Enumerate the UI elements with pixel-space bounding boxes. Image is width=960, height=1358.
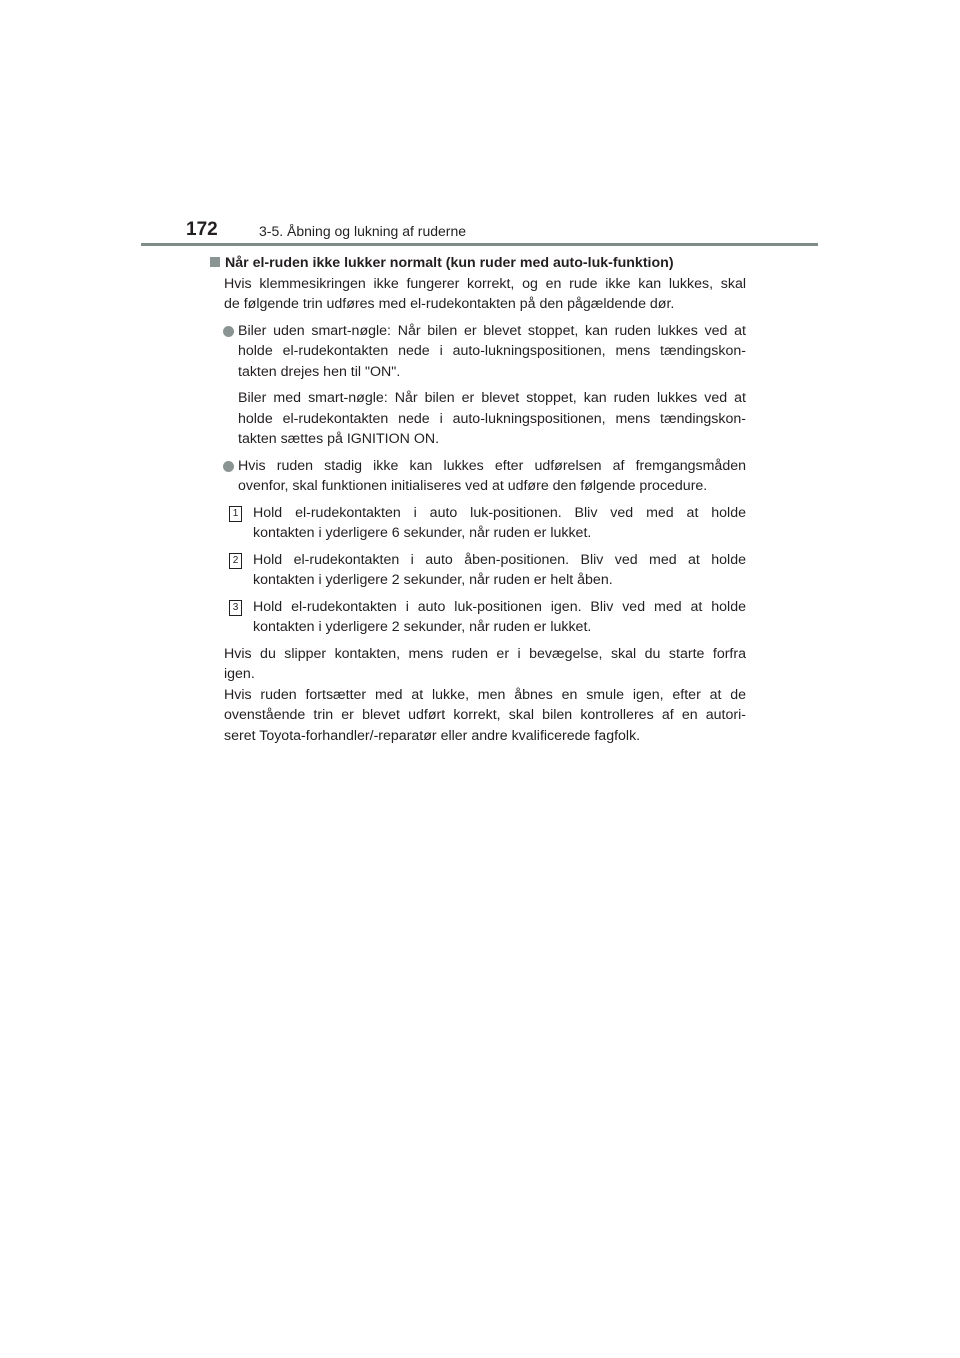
intro-paragraph <box>224 274 746 315</box>
text-line: Hold el-rudekontakten i auto åben-positionen. Bliv ved med at holde <box>253 551 746 568</box>
text-line: takten drejes hen til "ON". <box>238 363 401 380</box>
text-line: Hold el-rudekontakten i auto luk-positionen igen. Bliv ved med at holde <box>253 598 746 615</box>
square-bullet-icon <box>210 257 220 267</box>
text-line: seret Toyota-forhandler/-reparatør eller andre kvalificerede fagfolk. <box>224 727 641 744</box>
text-line: Hold el-rudekontakten i auto luk-positionen. Bliv ved med at holde <box>253 504 746 521</box>
section-title: 3-5. Åbning og lukning af ruderne <box>259 223 467 239</box>
section-heading <box>210 253 746 274</box>
text-line: Biler uden smart-nøgle: Når bilen er blevet stoppet, kan ruden lukkes ved at <box>238 322 746 339</box>
text-line: Hvis ruden fortsætter med at lukke, men åbnes en smule igen, efter at de <box>224 686 746 703</box>
text-line: holde el-rudekontakten nede i auto-lukningspositionen, mens tændingskon- <box>238 410 746 427</box>
bullet-item <box>238 456 746 497</box>
bullet-item <box>238 321 746 383</box>
text-line: ovenfor, skal funktionen initialiseres ved at udføre den følgende procedure. <box>238 478 708 494</box>
text-line: takten sættes på IGNITION ON. <box>238 431 440 447</box>
step-number-box: 2 <box>229 553 242 569</box>
closing-paragraph <box>224 644 746 747</box>
round-bullet-icon <box>223 461 234 472</box>
procedure-step <box>232 597 746 638</box>
step-number-box: 1 <box>229 506 242 522</box>
procedure-step <box>232 503 746 544</box>
text-line: kontakten i yderligere 6 sekunder, når ruden er lukket. <box>253 525 592 541</box>
text-line: holde el-rudekontakten nede i auto-lukningspositionen, mens tændingskon- <box>238 343 746 359</box>
section-heading-text: Når el-ruden ikke lukker normalt (kun ruder med auto-luk-funktion) <box>225 255 674 271</box>
text-line: ovenstående trin er blevet udført korrekt, skal bilen kontrolleres af en autori- <box>224 707 746 723</box>
step-number-box: 3 <box>229 600 242 616</box>
page-content <box>210 253 746 746</box>
page-number: 172 <box>186 219 218 240</box>
text-line: igen. <box>224 666 255 682</box>
text-line: Hvis du slipper kontakten, mens ruden er i bevægelse, skal du starte forfra <box>224 645 746 662</box>
text-line: Hvis klemmesikringen ikke fungerer korrekt, og en rude ikke kan lukkes, skal <box>224 275 746 292</box>
text-line: kontakten i yderligere 2 sekunder, når ruden er lukket. <box>253 619 592 635</box>
text-line: Hvis ruden stadig ikke kan lukkes efter udførelsen af fremgangsmåden <box>238 457 746 474</box>
text-line: Biler med smart-nøgle: Når bilen er blevet stoppet, kan ruden lukkes ved at <box>238 390 746 406</box>
bullet-continuation <box>238 388 746 450</box>
text-line: kontakten i yderligere 2 sekunder, når ruden er helt åben. <box>253 572 613 588</box>
text-line: de følgende trin udføres med el-rudekontakten på den pågældende dør. <box>224 296 675 312</box>
round-bullet-icon <box>223 326 234 337</box>
header-rule <box>141 243 818 246</box>
procedure-step <box>232 550 746 591</box>
